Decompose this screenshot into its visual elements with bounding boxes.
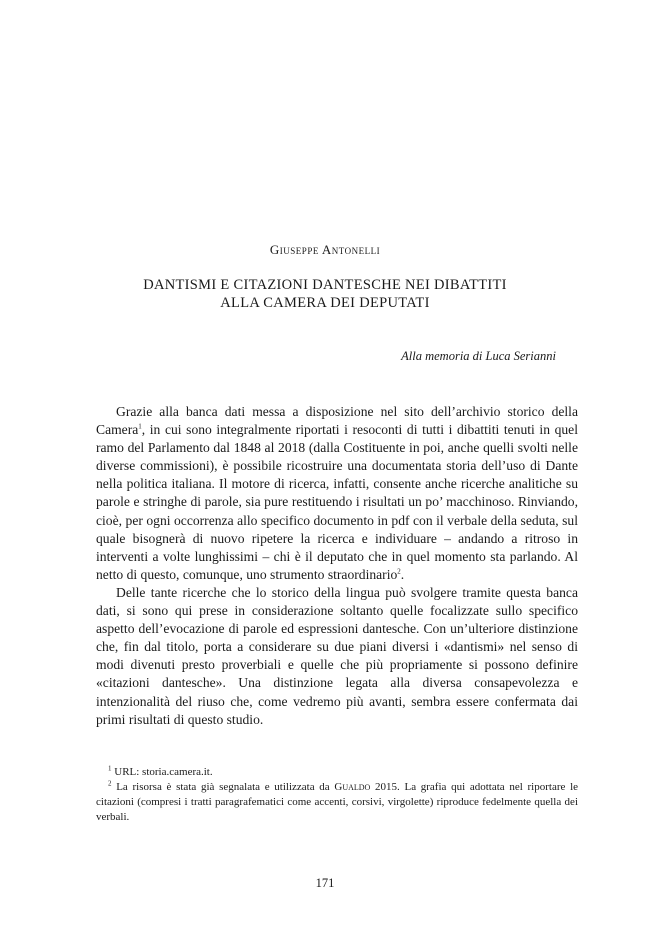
dedication: Alla memoria di Luca Serianni <box>401 349 556 363</box>
footnote-1-text: URL: storia.camera.it. <box>114 766 213 778</box>
paragraph-2: Delle tante ricerche che lo storico della lingua può svolgere tramite questa banca dati, si sono qui prese in considerazione soltanto quelle focalizzate sullo specifico aspetto dell’evocazione di parole ed espressioni dantesche. Con un’ulteriore distinzione che, fin dal titolo, porta a considerare su due piani diversi i «dantismi» nel senso di modi divenuti presto proverbiali e quelle che più propriamente si possono definire «citazioni dantesche». Una distinzione legata alla diversa consapevolezza e intenzionalità del riuso che, come vedremo più avanti, sembra essere confermata dai primi risultati di questo studio. <box>96 584 578 727</box>
paragraph-1-part-2: , in cui sono integralmente riportati i resoconti di tutti i dibattiti tenuti in quel ramo del Parlamento dal 1848 al 2018 (dalla Costituente in poi, anche quelli svolti nelle diverse commissioni), è possibile ricostruire una documentata storia dell’uso di Dante nella politica italiana. Il motore di ricerca, infatti, consente anche ricerche analitiche su parole e stringhe di parole, sia pure restituendo i risultati un po’ macchinoso. Rinviando, cioè, per ogni occorrenza allo specifico documento in pdf con il verbale della seduta, sul quale bisognerà di nuovo ripetere la ricerca e individuare – andando a ritroso in interventi a volte lunghissimi – chi è il deputato che in quel momento sta parlando. Al netto di questo, comunque, uno strumento straordinario <box>96 422 578 582</box>
footnote-2-number: 2 <box>108 779 112 788</box>
footnote-1-number: 1 <box>108 764 112 773</box>
footnotes <box>96 765 578 825</box>
page-number: 171 <box>315 876 335 890</box>
title-line-2: ALLA CAMERA DEI DEPUTATI <box>220 295 430 311</box>
footnote-2-author: Gualdo <box>334 781 371 793</box>
footnote-ref-2: 2 <box>397 567 401 576</box>
footnote-1 <box>96 765 578 780</box>
footnote-2 <box>96 780 578 825</box>
article-title <box>0 276 650 312</box>
footnote-ref-1: 1 <box>138 422 142 431</box>
title-line-1: DANTISMI E CITAZIONI DANTESCHE NEI DIBATTITI <box>143 277 507 293</box>
paragraph-1-part-3: . <box>400 566 405 582</box>
body-text <box>96 403 578 729</box>
footnote-2-pre: La risorsa è stata già segnalata e utilizzata da <box>116 781 335 793</box>
footnote-2-post: 2015. La grafia qui adottata nel riportare le citazioni (compresi i tratti paragrafematici come accenti, corsivi, virgolette) riproduce fedelmente quella dei verbali. <box>96 781 579 823</box>
paragraph-1 <box>96 403 578 584</box>
author-name: Giuseppe Antonelli <box>269 242 381 257</box>
paragraph-1-part-1: Grazie alla banca dati messa a disposizione nel sito dell’archivio storico della Camera <box>96 404 578 438</box>
